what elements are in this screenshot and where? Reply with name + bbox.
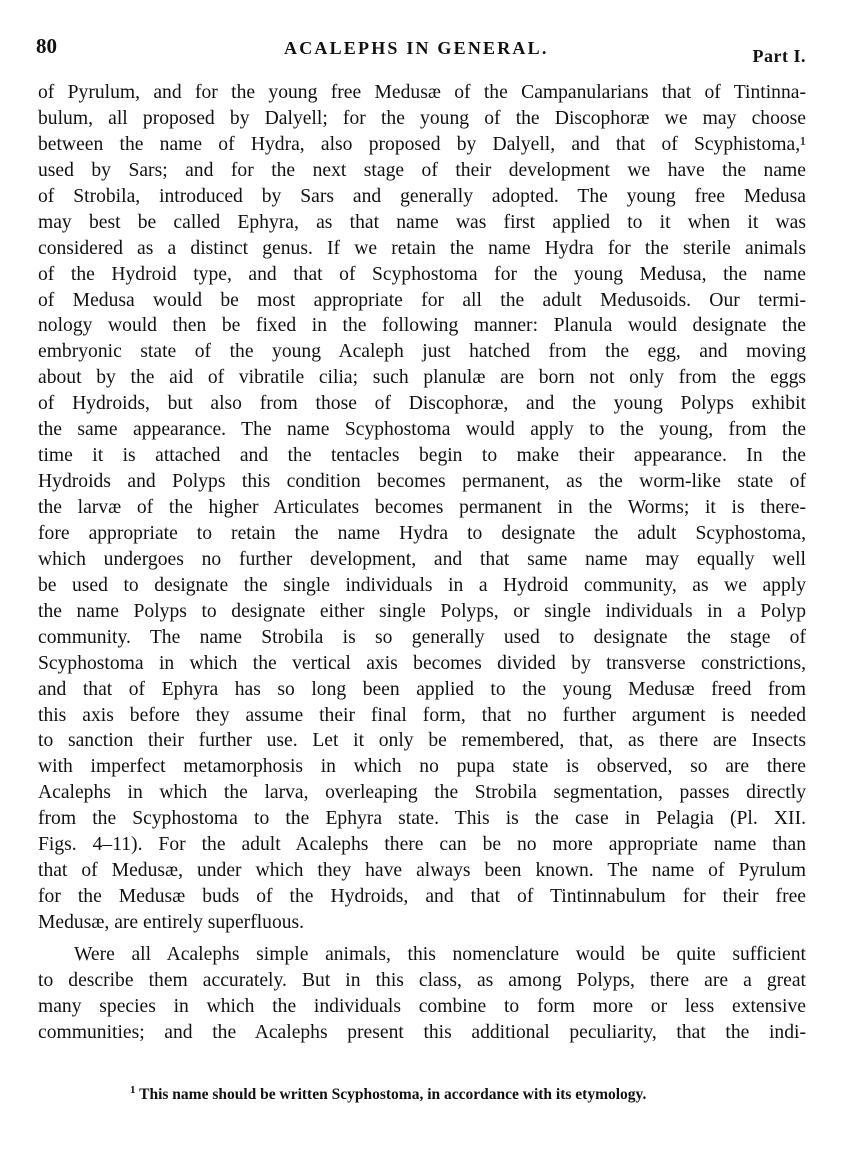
text-line: Medusæ, are entirely superfluous.: [38, 912, 305, 933]
text-line: considered as a distinct genus. If we retain the name Hydra for the sterile animals: [38, 237, 806, 259]
text-line: that of Medusæ, under which they have always been known. The name of Pyrulum: [38, 860, 806, 882]
paragraph-1: [38, 80, 806, 936]
text-line: may best be called Ephyra, as that name was first applied to it when it was: [38, 211, 806, 233]
text-line: many species in which the individuals combine to form more or less extensive: [38, 995, 806, 1017]
text-line: with imperfect metamorphosis in which no pupa state is observed, so are there: [38, 756, 806, 778]
text-line: fore appropriate to retain the name Hydra to designate the adult Scyphostoma,: [38, 522, 806, 544]
text-line: the name Polyps to designate either single Polyps, or single individuals in a Polyp: [38, 600, 806, 622]
running-title: ACALEPHS IN GENERAL.: [284, 38, 549, 58]
page-header: [36, 34, 806, 66]
text-line: communities; and the Acalephs present this additional peculiarity, that the indi-: [38, 1021, 806, 1043]
text-line: Were all Acalephs simple animals, this nomenclature would be quite sufficient: [74, 943, 806, 965]
text-line: from the Scyphostoma to the Ephyra state. This is the case in Pelagia (Pl. XII.: [38, 808, 806, 830]
text-line: about by the aid of vibratile cilia; such planulæ are born not only from the eggs: [38, 367, 806, 389]
text-line: of Strobila, introduced by Sars and generally adopted. The young free Medusa: [38, 185, 806, 207]
text-line: between the name of Hydra, also proposed by Dalyell, and that of Scyphistoma,¹: [38, 133, 806, 155]
text-line: used by Sars; and for the next stage of their development we have the name: [38, 159, 806, 181]
text-line: this axis before they assume their final form, that no further argument is needed: [38, 704, 806, 726]
footnote: [130, 1084, 770, 1104]
text-line: which undergoes no further development, and that same name may equally well: [38, 548, 806, 570]
text-line: of the Hydroid type, and that of Scyphostoma for the young Medusa, the name: [38, 263, 806, 285]
footnote-text: This name should be written Scyphostoma, in accordance with its etymology.: [139, 1086, 647, 1104]
part-label: Part I.: [752, 46, 806, 66]
text-line: Scyphostoma in which the vertical axis becomes divided by transverse constrictions,: [38, 652, 806, 674]
text-line: the larvæ of the higher Articulates becomes permanent in the Worms; it is there-: [38, 497, 806, 518]
text-line: time it is attached and the tentacles begin to make their appearance. In the: [38, 445, 806, 467]
text-line: of Medusa would be most appropriate for all the adult Medusoids. Our termi-: [38, 289, 806, 311]
text-line: for the Medusæ buds of the Hydroids, and that of Tintinnabulum for their free: [38, 886, 806, 908]
page-number: 80: [36, 34, 57, 58]
body-text: [38, 80, 806, 1046]
paragraph-2: [38, 942, 806, 1046]
footnote-marker: 1: [130, 1084, 136, 1096]
text-line: bulum, all proposed by Dalyell; for the young of the Discophoræ we may choose: [38, 107, 806, 129]
text-line: nology would then be fixed in the following manner: Planula would designate the: [38, 315, 806, 337]
text-line: of Pyrulum, and for the young free Medusæ of the Campanularians that of Tintinna-: [38, 82, 806, 103]
text-line: embryonic state of the young Acaleph just hatched from the egg, and moving: [38, 341, 806, 363]
text-line: Figs. 4–11). For the adult Acalephs there can be no more appropriate name than: [38, 834, 806, 856]
text-line: be used to designate the single individuals in a Hydroid community, as we apply: [38, 574, 806, 596]
text-line: of Hydroids, but also from those of Discophoræ, and the young Polyps exhibit: [38, 393, 806, 415]
text-line: to sanction their further use. Let it only be remembered, that, as there are Insects: [38, 730, 806, 752]
text-line: and that of Ephyra has so long been applied to the young Medusæ freed from: [38, 678, 806, 700]
text-line: Acalephs in which the larva, overleaping the Strobila segmentation, passes directly: [38, 782, 806, 804]
text-line: Hydroids and Polyps this condition becomes permanent, as the worm-like state of: [38, 471, 806, 493]
text-line: the same appearance. The name Scyphostoma would apply to the young, from the: [38, 419, 806, 441]
text-line: to describe them accurately. But in this class, as among Polyps, there are a great: [38, 969, 806, 991]
text-line: community. The name Strobila is so generally used to designate the stage of: [38, 626, 806, 648]
